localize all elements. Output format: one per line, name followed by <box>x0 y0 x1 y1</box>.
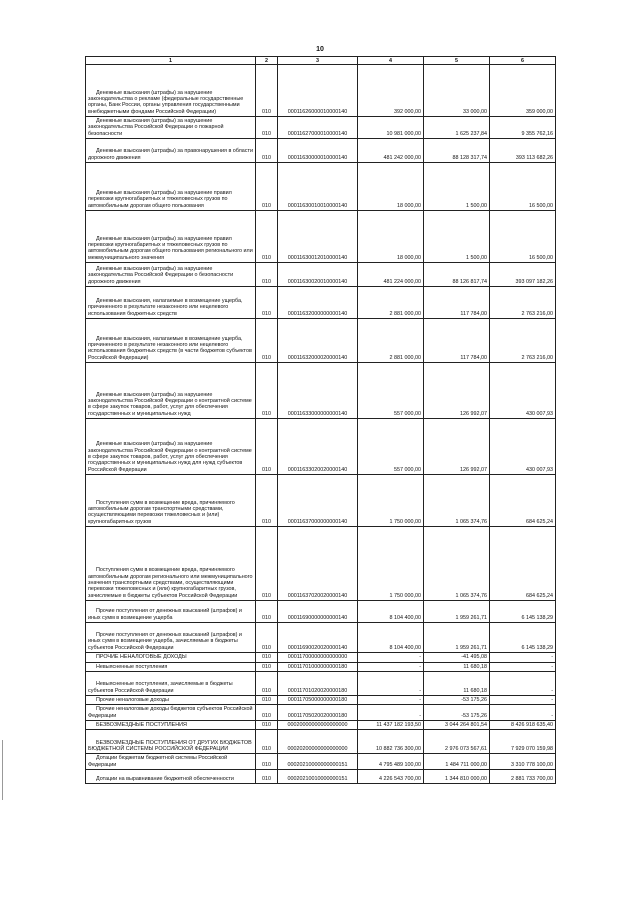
row-code: 010 <box>256 662 278 671</box>
column-header: 5 <box>424 57 490 65</box>
table-row <box>86 263 556 287</box>
row-unexecuted: 684 625,24 <box>490 475 556 527</box>
row-executed: 1 500,00 <box>424 211 490 263</box>
row-executed: -41 495,08 <box>424 653 490 662</box>
row-kbk: 00011633020020000140 <box>278 419 358 475</box>
table-row <box>86 754 556 770</box>
row-code: 010 <box>256 653 278 662</box>
row-name <box>86 527 256 601</box>
row-executed: 1 625 237,84 <box>424 117 490 139</box>
row-name <box>86 770 256 784</box>
row-executed: 126 992,07 <box>424 363 490 419</box>
row-code: 010 <box>256 527 278 601</box>
table-row <box>86 475 556 527</box>
row-name-text: Прочие поступления от денежных взысканий (штрафов) и иных сумм в возмещение ущерба <box>88 608 242 621</box>
table-row <box>86 662 556 671</box>
row-name-text: Поступления сумм в возмещение вреда, причиняемого автомобильным дорогам транспортными средствами, осуществляющими перевозки тяжеловесных и (или) крупногабаритных грузов <box>88 499 235 525</box>
table-row <box>86 211 556 263</box>
column-header: 1 <box>86 57 256 65</box>
row-name <box>86 705 256 721</box>
table-row <box>86 287 556 319</box>
row-kbk: 00011630010010000140 <box>278 163 358 211</box>
row-executed: 1 959 261,71 <box>424 623 490 653</box>
row-executed: 126 992,07 <box>424 419 490 475</box>
row-code: 010 <box>256 770 278 784</box>
table-row <box>86 721 556 730</box>
row-code: 010 <box>256 721 278 730</box>
row-name-text: Дотации на выравнивание бюджетной обеспеченности <box>96 775 234 782</box>
row-unexecuted: - <box>490 705 556 721</box>
row-executed: 88 128 317,74 <box>424 139 490 163</box>
row-name <box>86 287 256 319</box>
table-row <box>86 527 556 601</box>
row-code: 010 <box>256 419 278 475</box>
table-row <box>86 65 556 117</box>
row-kbk: 00011637000000000140 <box>278 475 358 527</box>
row-approved: 18 000,00 <box>358 163 424 211</box>
row-executed: 88 126 817,74 <box>424 263 490 287</box>
table-row <box>86 319 556 363</box>
row-kbk: 00011705020020000180 <box>278 705 358 721</box>
row-kbk: 00011701000000000180 <box>278 662 358 671</box>
row-kbk: 00011630000010000140 <box>278 139 358 163</box>
row-code: 010 <box>256 623 278 653</box>
row-approved: - <box>358 662 424 671</box>
table-row <box>86 163 556 211</box>
row-name <box>86 623 256 653</box>
row-executed: -53 175,26 <box>424 705 490 721</box>
row-kbk: 00011627000010000140 <box>278 117 358 139</box>
row-name-text: Поступления сумм в возмещение вреда, причиняемого автомобильным дорогам регионального или межмуниципального значения транспортными средствами, осуществляющими перевозки тяжеловесных и (или) крупногабаритных грузов, зачисляемые в бюджеты субъектов Российской Федерации <box>88 567 253 599</box>
row-name-text: Денежные взыскания, налагаемые в возмещение ущерба, причиненного в результате незаконного или нецелевого использования бюджетных средств <box>88 298 243 317</box>
row-approved: 481 242 000,00 <box>358 139 424 163</box>
row-code: 010 <box>256 730 278 754</box>
row-name-text: Денежные взыскания (штрафы) за правонарушения в области дорожного движения <box>88 148 253 161</box>
row-executed: 117 784,00 <box>424 319 490 363</box>
row-name <box>86 263 256 287</box>
row-approved: 18 000,00 <box>358 211 424 263</box>
row-executed: -53 175,26 <box>424 695 490 704</box>
row-approved: 557 000,00 <box>358 419 424 475</box>
column-header: 6 <box>490 57 556 65</box>
row-name <box>86 117 256 139</box>
row-name <box>86 475 256 527</box>
row-kbk: 00011701020020000180 <box>278 671 358 695</box>
row-name <box>86 671 256 695</box>
row-unexecuted: 16 500,00 <box>490 163 556 211</box>
row-name <box>86 754 256 770</box>
row-kbk: 00011633000000000140 <box>278 363 358 419</box>
row-name-text: Денежные взыскания (штрафы) за нарушение законодательства Российской Федерации о безопасности дорожного движения <box>88 266 234 285</box>
row-kbk: 00011637020020000140 <box>278 527 358 601</box>
row-code: 010 <box>256 695 278 704</box>
row-unexecuted: - <box>490 653 556 662</box>
column-header-row <box>86 57 556 65</box>
row-unexecuted: 359 000,00 <box>490 65 556 117</box>
row-approved: 8 104 400,00 <box>358 623 424 653</box>
table-row <box>86 623 556 653</box>
column-header: 2 <box>256 57 278 65</box>
row-approved: 8 104 400,00 <box>358 601 424 623</box>
row-approved: - <box>358 653 424 662</box>
row-approved: - <box>358 695 424 704</box>
table-row <box>86 770 556 784</box>
row-name-text: Прочие поступления от денежных взысканий (штрафов) и иных сумм в возмещение ущерба, зачисляемые в бюджеты субъектов Российской Федерации <box>88 632 242 651</box>
row-name-text: БЕЗВОЗМЕЗДНЫЕ ПОСТУПЛЕНИЯ ОТ ДРУГИХ БЮДЖЕТОВ БЮДЖЕТНОЙ СИСТЕМЫ РОССИЙСКОЙ ФЕДЕРАЦИИ <box>88 739 252 752</box>
row-kbk: 00011630020010000140 <box>278 263 358 287</box>
row-code: 010 <box>256 263 278 287</box>
row-name-text: Прочие неналоговые доходы бюджетов субъектов Российской Федерации <box>88 706 253 719</box>
row-unexecuted: - <box>490 695 556 704</box>
row-executed: 1 344 810 000,00 <box>424 770 490 784</box>
row-code: 010 <box>256 139 278 163</box>
binding-mark <box>2 740 3 800</box>
row-code: 010 <box>256 601 278 623</box>
row-name-text: ПРОЧИЕ НЕНАЛОГОВЫЕ ДОХОДЫ <box>96 654 187 661</box>
row-name <box>86 211 256 263</box>
row-kbk: 00020210010000000151 <box>278 770 358 784</box>
row-code: 010 <box>256 117 278 139</box>
table-row <box>86 363 556 419</box>
row-executed: 1 065 374,76 <box>424 527 490 601</box>
row-name-text: Денежные взыскания, налагаемые в возмещение ущерба, причиненного в результате незаконного или нецелевого использования бюджетных средств (в части бюджетов субъектов Российской Федерации) <box>88 335 252 361</box>
row-kbk: 00011690020020000140 <box>278 623 358 653</box>
row-name <box>86 319 256 363</box>
row-unexecuted: 393 113 682,26 <box>490 139 556 163</box>
row-name-text: Денежные взыскания (штрафы) за нарушение законодательства Российской Федерации о контрактной системе в сфере закупок товаров, работ, услуг для обеспечения государственных и муниципальных нужд для нужд субъектов Российской Федерации <box>88 441 252 473</box>
row-name <box>86 65 256 117</box>
row-name <box>86 695 256 704</box>
row-approved: 10 882 736 300,00 <box>358 730 424 754</box>
row-executed: 1 484 711 000,00 <box>424 754 490 770</box>
row-kbk: 00011626000010000140 <box>278 65 358 117</box>
row-name-text: Невыясненные поступления <box>96 663 168 670</box>
row-unexecuted: 16 500,00 <box>490 211 556 263</box>
row-executed: 1 500,00 <box>424 163 490 211</box>
row-approved: 1 750 000,00 <box>358 475 424 527</box>
row-executed: 11 680,18 <box>424 662 490 671</box>
table-row <box>86 653 556 662</box>
row-kbk: 00020200000000000000 <box>278 730 358 754</box>
row-kbk: 00011690000000000140 <box>278 601 358 623</box>
row-unexecuted: 6 145 138,29 <box>490 623 556 653</box>
row-executed: 1 959 261,71 <box>424 601 490 623</box>
row-executed: 117 784,00 <box>424 287 490 319</box>
row-unexecuted: 2 881 733 700,00 <box>490 770 556 784</box>
row-unexecuted: 2 763 216,00 <box>490 287 556 319</box>
row-code: 010 <box>256 319 278 363</box>
row-name-text: Дотации бюджетам бюджетной системы Российской Федерации <box>88 755 228 768</box>
row-executed: 33 000,00 <box>424 65 490 117</box>
row-approved: 1 750 000,00 <box>358 527 424 601</box>
row-unexecuted: 393 097 182,26 <box>490 263 556 287</box>
row-code: 010 <box>256 211 278 263</box>
row-kbk: 00011630012010000140 <box>278 211 358 263</box>
row-approved: 2 881 000,00 <box>358 319 424 363</box>
row-approved: - <box>358 705 424 721</box>
row-name <box>86 601 256 623</box>
row-unexecuted: 8 426 918 635,40 <box>490 721 556 730</box>
row-approved: 11 437 182 193,50 <box>358 721 424 730</box>
table-row <box>86 671 556 695</box>
row-approved: 392 000,00 <box>358 65 424 117</box>
row-code: 010 <box>256 287 278 319</box>
table-row <box>86 730 556 754</box>
row-unexecuted: 430 007,93 <box>490 419 556 475</box>
row-name-text: Невыясненные поступления, зачисляемые в бюджеты субъектов Российской Федерации <box>88 681 233 694</box>
row-executed: 2 976 073 567,61 <box>424 730 490 754</box>
row-name-text: Денежные взыскания (штрафы) за нарушение законодательства Российской Федерации о пожарной безопасности <box>88 118 224 137</box>
row-executed: 3 044 264 801,54 <box>424 721 490 730</box>
page-number: 10 <box>316 46 324 53</box>
row-name-text: Денежные взыскания (штрафы) за нарушение правил перевозки крупногабаритных и тяжеловесных грузов по автомобильным дорогам общего пользования регионального или межмуниципального значения <box>88 235 253 261</box>
table-row <box>86 419 556 475</box>
row-name-text: Денежные взыскания (штрафы) за нарушение законодательства Российской Федерации о контрактной системе в сфере закупок товаров, работ, услуг для обеспечения государственных и муниципальных нужд <box>88 391 252 417</box>
table-row <box>86 117 556 139</box>
row-approved: 4 795 489 100,00 <box>358 754 424 770</box>
row-unexecuted: - <box>490 662 556 671</box>
row-approved: 10 981 000,00 <box>358 117 424 139</box>
row-name <box>86 662 256 671</box>
row-kbk: 00011700000000000000 <box>278 653 358 662</box>
row-unexecuted: 6 145 138,29 <box>490 601 556 623</box>
row-unexecuted: 430 007,93 <box>490 363 556 419</box>
row-name <box>86 653 256 662</box>
row-kbk: 00011632000020000140 <box>278 319 358 363</box>
row-approved: 2 881 000,00 <box>358 287 424 319</box>
row-approved: - <box>358 671 424 695</box>
row-code: 010 <box>256 475 278 527</box>
table-row <box>86 139 556 163</box>
row-executed: 1 065 374,76 <box>424 475 490 527</box>
report-table <box>85 56 556 784</box>
row-name <box>86 419 256 475</box>
row-code: 010 <box>256 671 278 695</box>
row-name <box>86 163 256 211</box>
row-kbk: 00011632000000000140 <box>278 287 358 319</box>
row-name <box>86 730 256 754</box>
column-header: 4 <box>358 57 424 65</box>
row-name <box>86 139 256 163</box>
row-unexecuted: 7 929 070 159,98 <box>490 730 556 754</box>
row-code: 010 <box>256 705 278 721</box>
table-row <box>86 601 556 623</box>
row-approved: 557 000,00 <box>358 363 424 419</box>
row-name <box>86 363 256 419</box>
row-name-text: Прочие неналоговые доходы <box>96 696 169 703</box>
column-header: 3 <box>278 57 358 65</box>
row-name-text: БЕЗВОЗМЕЗДНЫЕ ПОСТУПЛЕНИЯ <box>96 722 187 728</box>
row-approved: 4 226 543 700,00 <box>358 770 424 784</box>
row-code: 010 <box>256 363 278 419</box>
row-kbk: 00011705000000000180 <box>278 695 358 704</box>
table-row <box>86 695 556 704</box>
row-name-text: Денежные взыскания (штрафы) за нарушение законодательства о рекламе (федеральные государственные органы, Банк России, органы управления государственными внебюджетными фондами Российской Федерации) <box>88 89 244 115</box>
row-name-text: Денежные взыскания (штрафы) за нарушение правил перевозки крупногабаритных и тяжеловесных грузов по автомобильным дорогам общего пользования <box>88 190 232 209</box>
row-code: 010 <box>256 65 278 117</box>
row-code: 010 <box>256 163 278 211</box>
row-unexecuted: 3 310 778 100,00 <box>490 754 556 770</box>
row-kbk: 00020210000000000151 <box>278 754 358 770</box>
row-unexecuted: 9 355 762,16 <box>490 117 556 139</box>
row-name <box>86 721 256 730</box>
table-row <box>86 705 556 721</box>
row-kbk: 00020000000000000000 <box>278 721 358 730</box>
row-executed: 11 680,18 <box>424 671 490 695</box>
row-unexecuted: 684 625,24 <box>490 527 556 601</box>
row-unexecuted: - <box>490 671 556 695</box>
row-code: 010 <box>256 754 278 770</box>
row-unexecuted: 2 763 216,00 <box>490 319 556 363</box>
row-approved: 481 224 000,00 <box>358 263 424 287</box>
